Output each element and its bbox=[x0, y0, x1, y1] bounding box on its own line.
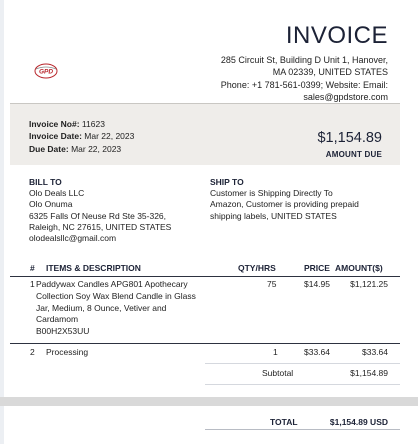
amount-due-value: $1,154.89 bbox=[317, 130, 382, 146]
invoice-number-label: Invoice No#: bbox=[29, 119, 80, 129]
row-qty: 75 bbox=[267, 279, 277, 289]
col-header-description: ITEMS & DESCRIPTION bbox=[46, 263, 141, 273]
col-header-num: # bbox=[30, 263, 35, 273]
subtotal-divider bbox=[205, 384, 400, 385]
invoice-meta bbox=[29, 118, 134, 155]
bill-to-email: olodealsllc@gmail.com bbox=[29, 233, 117, 244]
subtotal-label: Subtotal bbox=[262, 368, 294, 378]
invoice-date: Mar 22, 2023 bbox=[84, 131, 135, 142]
invoice-number: 11623 bbox=[81, 119, 105, 129]
col-header-qty: QTY/HRS bbox=[238, 263, 276, 273]
bill-to-heading: BILL TO bbox=[29, 177, 62, 187]
row-price: $14.95 bbox=[304, 279, 330, 289]
logo-text: GPD bbox=[38, 68, 54, 76]
amount-due-label: AMOUNT DUE bbox=[325, 150, 382, 159]
subtotal-row bbox=[10, 365, 400, 383]
row-price: $33.64 bbox=[304, 347, 330, 357]
bill-to-company: Olo Deals LLC bbox=[29, 188, 85, 199]
due-date-label: Due Date: bbox=[29, 143, 69, 154]
total-row bbox=[10, 413, 400, 430]
row-divider bbox=[205, 363, 400, 364]
bill-to-contact: Olo Onuma bbox=[29, 199, 73, 210]
subtotal-value: $1,154.89 bbox=[350, 368, 388, 378]
bill-to-address-line: 6325 Falls Of Neuse Rd Ste 35-326, bbox=[29, 210, 167, 221]
due-date-row bbox=[29, 143, 134, 155]
description-line: Cardamom bbox=[36, 314, 79, 325]
total-label: TOTAL bbox=[270, 417, 298, 427]
items-table-header bbox=[10, 260, 400, 277]
company-line: MA 02339, UNITED STATES bbox=[272, 67, 388, 78]
row-number: 1 bbox=[30, 279, 35, 289]
invoice-summary bbox=[10, 103, 400, 165]
ship-to-line: Amazon, Customer is providing prepaid bbox=[210, 199, 359, 210]
ship-to-line: Customer is Shipping Directly To bbox=[210, 188, 333, 199]
gpd-logo bbox=[34, 63, 58, 79]
col-header-amount: AMOUNT($) bbox=[335, 263, 383, 273]
ship-to-heading: SHIP TO bbox=[210, 177, 244, 187]
due-date: Mar 22, 2023 bbox=[71, 143, 122, 154]
description-line: Collection Soy Wax Blend Candle in Glass bbox=[36, 290, 196, 301]
total-value: $1,154.89 USD bbox=[329, 417, 388, 427]
row-description: Processing bbox=[46, 347, 89, 357]
row-qty: 1 bbox=[273, 347, 278, 357]
company-line: 285 Circuit St, Building D Unit 1, Hanover, bbox=[220, 55, 388, 65]
invoice-date-row bbox=[29, 130, 134, 142]
table-row bbox=[10, 279, 400, 344]
total-underline bbox=[205, 429, 400, 430]
bill-to-section bbox=[29, 177, 171, 244]
invoice-date-label: Invoice Date: bbox=[29, 131, 82, 142]
col-header-price: PRICE bbox=[304, 263, 330, 273]
company-email: sales@gpdstore.com bbox=[303, 92, 388, 103]
company-address bbox=[198, 54, 388, 104]
page-edge bbox=[0, 0, 4, 444]
description-sku: B00H2X53UU bbox=[36, 326, 90, 337]
row-number: 2 bbox=[30, 347, 35, 357]
invoice-number-row bbox=[29, 118, 134, 130]
row-amount: $33.64 bbox=[362, 347, 388, 357]
ship-to-section bbox=[210, 177, 385, 222]
row-description bbox=[36, 279, 236, 338]
page-break bbox=[0, 397, 418, 406]
bill-to-address-line: Raleigh, NC 27615, UNITED STATES bbox=[29, 221, 172, 232]
company-line: Phone: +1 781-561-0399; Website: Email: bbox=[220, 79, 388, 90]
ship-to-line: shipping labels, UNITED STATES bbox=[210, 210, 337, 221]
row-amount: $1,121.25 bbox=[350, 279, 388, 289]
table-row bbox=[10, 345, 400, 362]
invoice-title: INVOICE bbox=[285, 22, 388, 49]
description-line: Paddywax Candles APG801 Apothecary bbox=[36, 279, 188, 289]
description-line: Jar, Medium, 8 Ounce, Vetiver and bbox=[36, 302, 167, 313]
